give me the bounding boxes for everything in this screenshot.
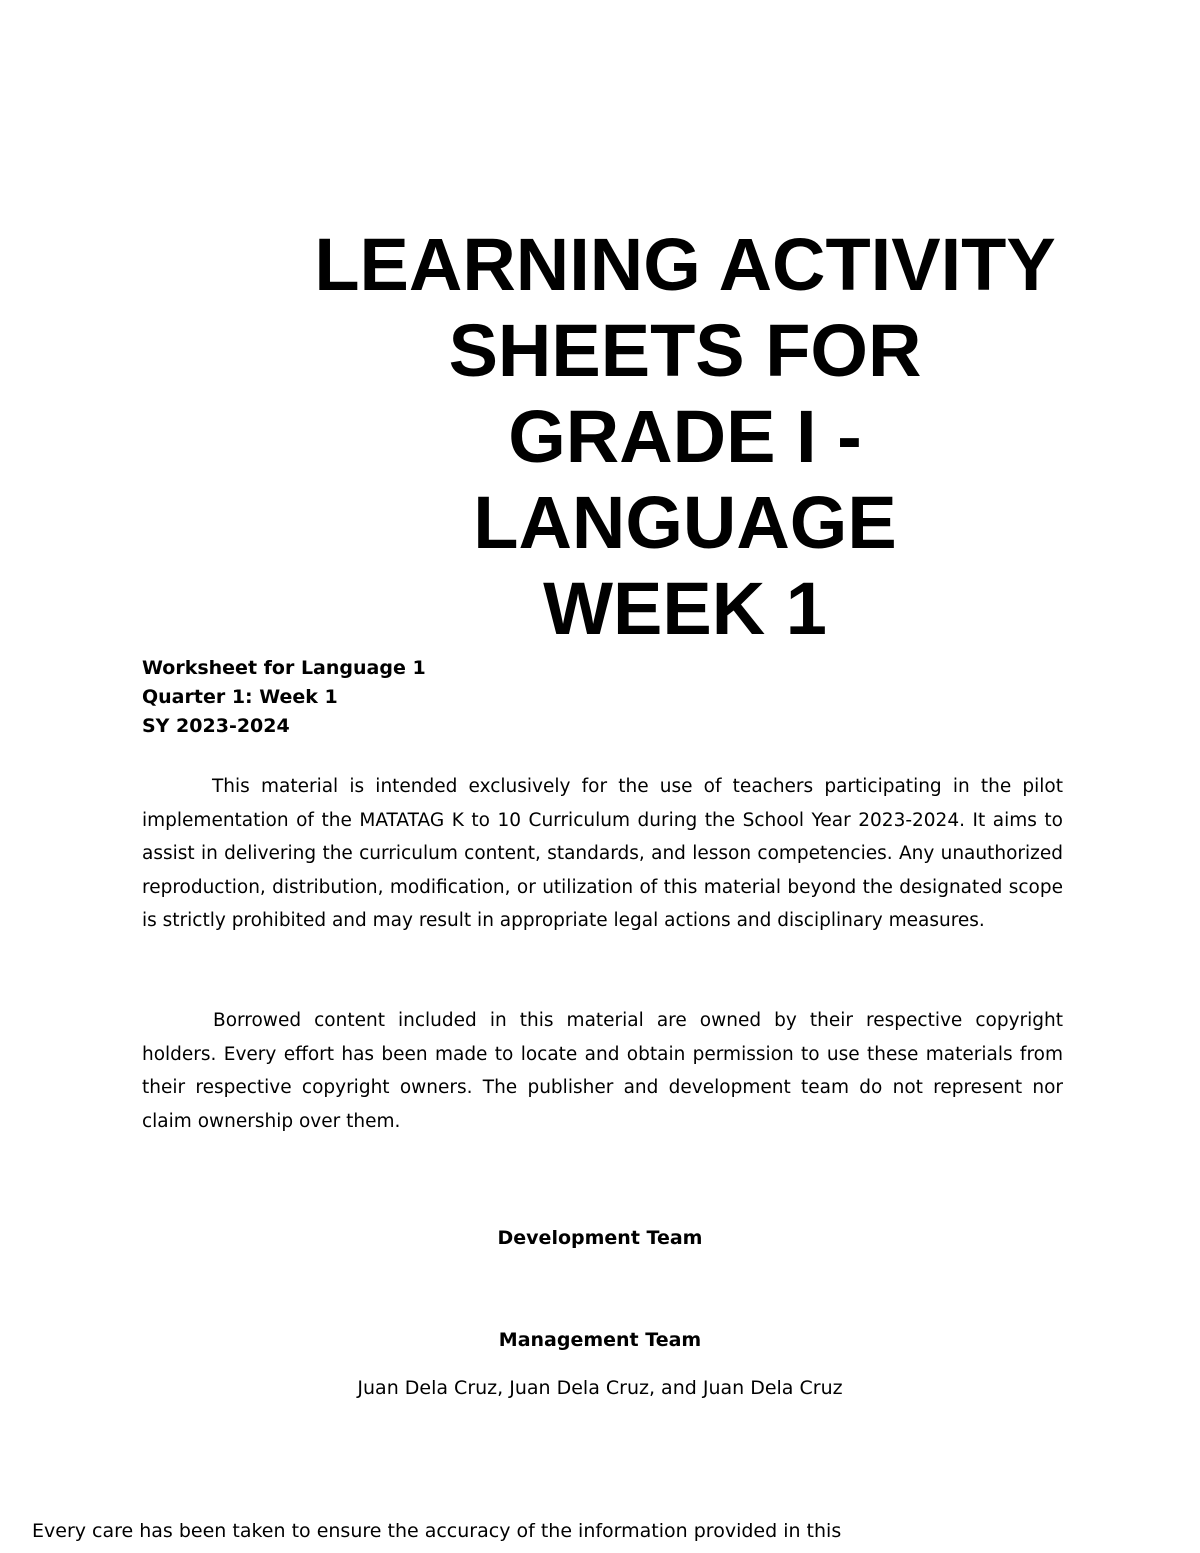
title-line-4: LANGUAGE (473, 481, 897, 564)
quarter-label: Quarter 1: Week 1 (142, 686, 338, 708)
title-line-5: WEEK 1 (543, 567, 827, 650)
title-line-2: SHEETS FOR (448, 309, 922, 392)
management-team-heading: Management Team (498, 1329, 702, 1351)
school-year-label: SY 2023-2024 (142, 715, 290, 737)
management-team-names: Juan Dela Cruz, Juan Dela Cruz, and Juan Dela Cruz (357, 1377, 843, 1399)
intended-use-paragraph: This material is intended exclusively for the use of teachers participating in the pilot implementation of the MATATAG K to 10 Curriculum during the School Year 2023-2024. It aims to assist in delivering the curriculum content, standards, and lesson competencies. Any unauthorized reproduction, distribution, modification, or utilization of this material beyond the designated scope is strictly prohibited and may result in appropriate legal actions and disciplinary measures. (142, 776, 1063, 931)
worksheet-label: Worksheet for Language 1 (142, 657, 426, 679)
title-line-1: LEARNING ACTIVITY (314, 223, 1056, 306)
title-line-3: GRADE I - (508, 395, 862, 478)
development-team-heading: Development Team (497, 1227, 703, 1249)
footer-note: Every care has been taken to ensure the accuracy of the information provided in this (32, 1520, 842, 1542)
borrowed-content-paragraph: Borrowed content included in this material are owned by their respective copyright holders. Every effort has been made to locate and obtain permission to use these materials from their respective copyright owners. The publisher and development team do not represent nor claim ownership over them. (142, 1010, 1063, 1132)
worksheet-meta (142, 654, 426, 741)
document-title (300, 222, 1070, 652)
